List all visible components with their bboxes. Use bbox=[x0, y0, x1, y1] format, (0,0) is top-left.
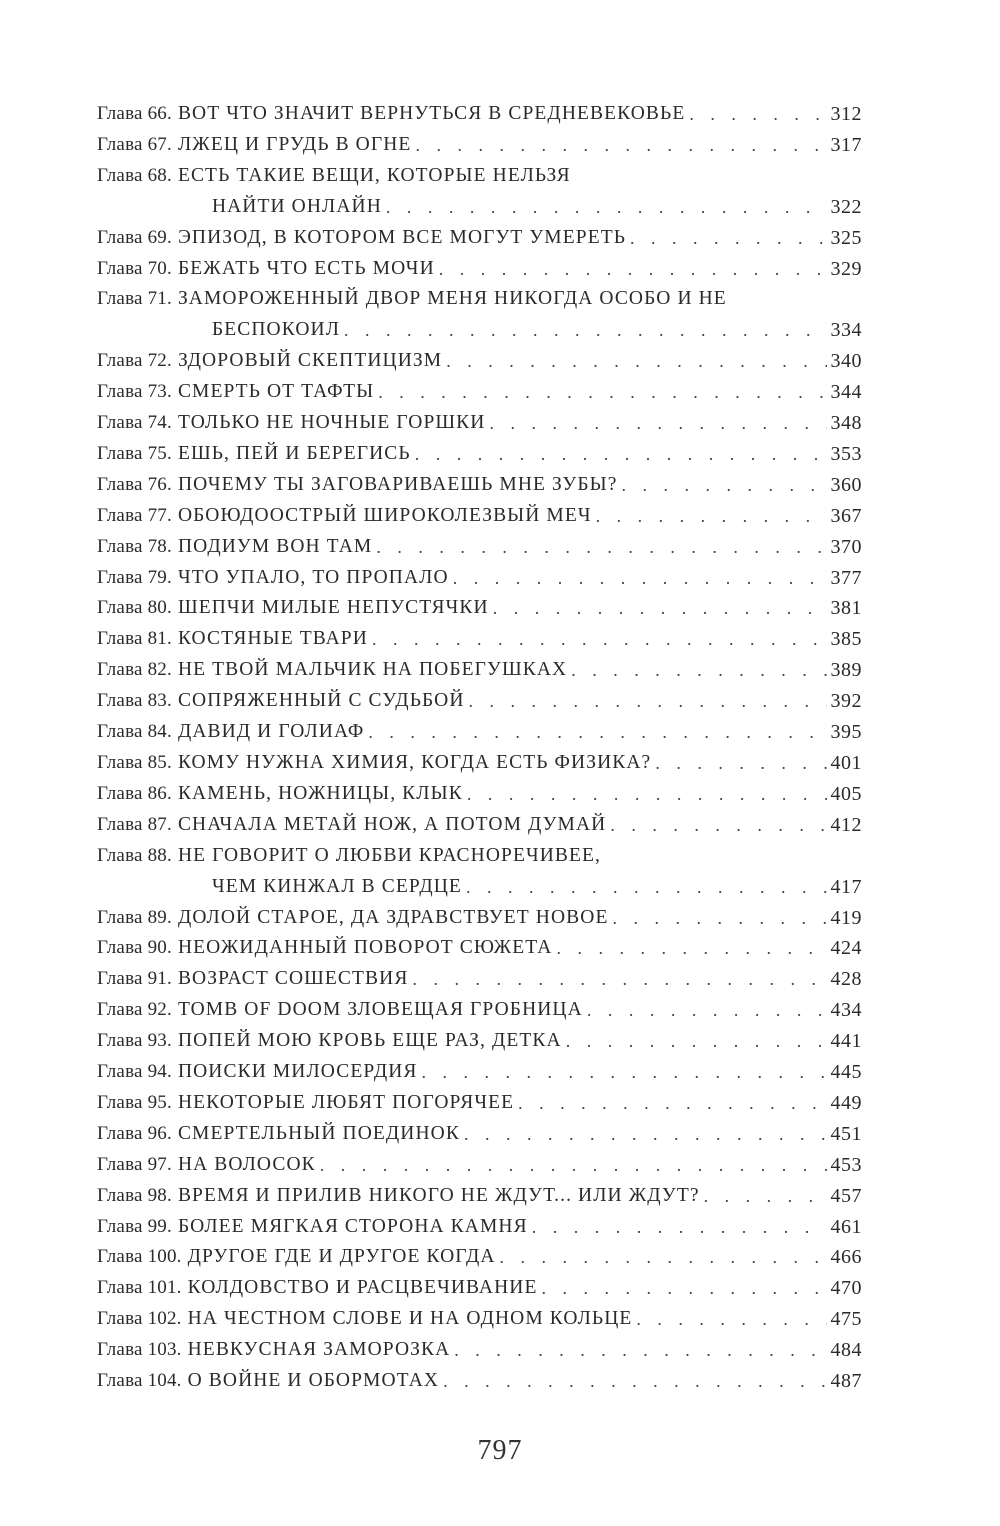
dot-leader bbox=[378, 377, 826, 408]
chapter-title-block bbox=[178, 254, 862, 285]
chapter-label: Глава 98. bbox=[97, 1184, 172, 1206]
toc-entry bbox=[97, 254, 862, 285]
chapter-label: Глава 85. bbox=[97, 752, 172, 773]
toc-entry bbox=[97, 161, 862, 223]
chapter-title-row bbox=[178, 470, 862, 501]
toc-entry bbox=[97, 717, 862, 748]
chapter-title: НАЙТИ ОНЛАЙН bbox=[211, 195, 382, 217]
chapter-title: СОПРЯЖЕННЫЙ С СУДЬБОЙ bbox=[177, 690, 465, 712]
chapter-page-number: 395 bbox=[830, 721, 862, 744]
dot-leader bbox=[571, 655, 826, 686]
chapter-title: БЕСПОКОИЛ bbox=[211, 319, 341, 341]
chapter-page-number: 334 bbox=[830, 319, 862, 342]
chapter-title-block bbox=[178, 501, 862, 532]
chapter-page-number: 445 bbox=[830, 1061, 862, 1084]
chapter-label: Глава 82. bbox=[97, 659, 172, 681]
chapter-page-number: 344 bbox=[830, 381, 862, 404]
chapter-title-row bbox=[178, 501, 862, 532]
dot-leader bbox=[518, 1088, 826, 1119]
chapter-title-row bbox=[178, 810, 862, 841]
chapter-page-number: 385 bbox=[830, 628, 862, 651]
chapter-title-row bbox=[178, 593, 862, 624]
dot-leader bbox=[376, 532, 826, 563]
chapter-label: Глава 95. bbox=[97, 1091, 172, 1113]
chapter-title-row bbox=[178, 346, 862, 377]
dot-leader bbox=[344, 315, 826, 346]
dot-leader bbox=[453, 563, 827, 594]
chapter-label: Глава 66. bbox=[97, 103, 172, 124]
chapter-title: ЧТО УПАЛО, ТО ПРОПАЛО bbox=[177, 566, 449, 588]
chapter-title-row bbox=[178, 563, 862, 594]
dot-leader bbox=[610, 810, 826, 841]
chapter-page-number: 434 bbox=[830, 999, 862, 1022]
chapter-title-row bbox=[178, 377, 862, 408]
chapter-title-row bbox=[188, 1242, 862, 1273]
chapter-page-number: 389 bbox=[830, 659, 862, 682]
chapter-label: Глава 93. bbox=[97, 1030, 172, 1052]
chapter-title-row bbox=[178, 995, 862, 1026]
chapter-title-row bbox=[178, 408, 862, 439]
toc-entry bbox=[97, 346, 862, 377]
toc-entry bbox=[97, 284, 862, 346]
chapter-title: НЕОЖИДАННЫЙ ПОВОРОТ СЮЖЕТА bbox=[177, 937, 553, 959]
chapter-title-row bbox=[212, 315, 862, 346]
chapter-title: ШЕПЧИ МИЛЫЕ НЕПУСТЯЧКИ bbox=[177, 597, 489, 619]
chapter-title: ВОТ ЧТО ЗНАЧИТ ВЕРНУТЬСЯ В СРЕДНЕВЕКОВЬЕ bbox=[177, 103, 686, 124]
chapter-title: ВРЕМЯ И ПРИЛИВ НИКОГО НЕ ЖДУТ... ИЛИ ЖДУТ? bbox=[177, 1184, 700, 1206]
chapter-title: КОМУ НУЖНА ХИМИЯ, КОГДА ЕСТЬ ФИЗИКА? bbox=[177, 752, 652, 773]
dot-leader bbox=[636, 1304, 826, 1335]
dot-leader bbox=[612, 903, 826, 934]
chapter-page-number: 441 bbox=[830, 1030, 862, 1053]
toc-entry bbox=[97, 1119, 862, 1150]
chapter-title-block bbox=[178, 284, 862, 346]
chapter-title-row bbox=[178, 933, 862, 964]
chapter-title-block bbox=[178, 1119, 862, 1150]
chapter-title-row bbox=[178, 655, 862, 686]
dot-leader bbox=[587, 995, 827, 1026]
chapter-title-row bbox=[178, 717, 862, 748]
chapter-title: НЕКОТОРЫЕ ЛЮБЯТ ПОГОРЯЧЕЕ bbox=[177, 1091, 515, 1113]
chapter-label: Глава 87. bbox=[97, 813, 172, 835]
chapter-title-block bbox=[178, 130, 862, 161]
chapter-title-row bbox=[188, 1366, 862, 1397]
chapter-title-block bbox=[178, 1026, 862, 1057]
toc-entry bbox=[97, 130, 862, 161]
chapter-title-row bbox=[212, 192, 862, 223]
toc-entry bbox=[97, 964, 862, 995]
chapter-title: НА ЧЕСТНОМ СЛОВЕ И НА ОДНОМ КОЛЬЦЕ bbox=[187, 1308, 633, 1330]
chapter-page-number: 487 bbox=[830, 1370, 862, 1393]
toc-entry bbox=[97, 1150, 862, 1181]
chapter-page-number: 457 bbox=[830, 1184, 862, 1207]
dot-leader bbox=[320, 1150, 827, 1181]
chapter-title-block bbox=[178, 810, 862, 841]
toc-entry bbox=[97, 223, 862, 254]
chapter-title-block bbox=[188, 1242, 862, 1273]
chapter-title-block bbox=[178, 470, 862, 501]
dot-leader bbox=[454, 1335, 826, 1366]
chapter-title: ДОЛОЙ СТАРОЕ, ДА ЗДРАВСТВУЕТ НОВОЕ bbox=[177, 906, 609, 928]
chapter-title-block bbox=[178, 408, 862, 439]
dot-leader bbox=[466, 872, 827, 903]
chapter-label: Глава 84. bbox=[97, 721, 172, 743]
chapter-title-block bbox=[178, 779, 862, 810]
dot-leader bbox=[422, 1057, 827, 1088]
chapter-page-number: 466 bbox=[830, 1246, 862, 1269]
chapter-title-block bbox=[178, 1212, 862, 1243]
chapter-label: Глава 99. bbox=[97, 1215, 172, 1237]
chapter-label: Глава 100. bbox=[97, 1246, 182, 1268]
chapter-label: Глава 83. bbox=[97, 690, 172, 712]
chapter-label: Глава 101. bbox=[97, 1277, 182, 1299]
chapter-title-block bbox=[178, 655, 862, 686]
chapter-page-number: 322 bbox=[830, 195, 862, 218]
chapter-title-row bbox=[178, 1119, 862, 1150]
chapter-label: Глава 71. bbox=[97, 288, 172, 310]
chapter-title-block bbox=[188, 1335, 862, 1366]
chapter-title: НЕВКУСНАЯ ЗАМОРОЗКА bbox=[187, 1339, 451, 1361]
chapter-page-number: 367 bbox=[830, 504, 862, 527]
toc-entry bbox=[97, 995, 862, 1026]
chapter-label: Глава 91. bbox=[97, 968, 172, 990]
chapter-title: ВОЗРАСТ СОШЕСТВИЯ bbox=[177, 968, 409, 990]
toc-entry bbox=[97, 1088, 862, 1119]
chapter-title-row bbox=[178, 439, 862, 470]
chapter-title-block bbox=[178, 532, 862, 563]
toc-entry bbox=[97, 593, 862, 624]
chapter-label: Глава 67. bbox=[97, 133, 172, 155]
chapter-title-block bbox=[178, 223, 862, 254]
toc-entry bbox=[97, 532, 862, 563]
chapter-page-number: 329 bbox=[830, 257, 862, 280]
chapter-label: Глава 74. bbox=[97, 412, 172, 434]
dot-leader bbox=[622, 470, 827, 501]
dot-leader bbox=[557, 933, 827, 964]
chapter-label: Глава 104. bbox=[97, 1370, 182, 1392]
dot-leader bbox=[446, 346, 826, 377]
toc-entry bbox=[97, 470, 862, 501]
chapter-label: Глава 90. bbox=[97, 937, 172, 959]
chapter-title-row bbox=[212, 872, 862, 903]
chapter-title-row bbox=[178, 624, 862, 655]
chapter-title: ОБОЮДООСТРЫЙ ШИРОКОЛЕЗВЫЙ МЕЧ bbox=[177, 504, 592, 526]
chapter-label: Глава 103. bbox=[97, 1339, 182, 1361]
chapter-page-number: 401 bbox=[830, 752, 862, 774]
chapter-page-number: 475 bbox=[830, 1308, 862, 1331]
chapter-page-number: 370 bbox=[830, 535, 862, 558]
chapter-page-number: 484 bbox=[830, 1339, 862, 1362]
chapter-title-line-1: ЗАМОРОЖЕННЫЙ ДВОР МЕНЯ НИКОГДА ОСОБО И НЕ bbox=[177, 288, 727, 310]
chapter-title-row bbox=[188, 1273, 862, 1304]
chapter-title-block bbox=[188, 1273, 862, 1304]
chapter-title-row bbox=[178, 686, 862, 717]
chapter-title-block bbox=[178, 1181, 862, 1212]
chapter-title-block bbox=[178, 593, 862, 624]
chapter-title: ЗДОРОВЫЙ СКЕПТИЦИЗМ bbox=[177, 350, 443, 372]
chapter-title: ЭПИЗОД, В КОТОРОМ ВСЕ МОГУТ УМЕРЕТЬ bbox=[177, 226, 627, 248]
dot-leader bbox=[493, 593, 827, 624]
chapter-title: СНАЧАЛА МЕТАЙ НОЖ, А ПОТОМ ДУМАЙ bbox=[177, 813, 607, 835]
chapter-title-block bbox=[178, 439, 862, 470]
dot-leader bbox=[630, 223, 826, 254]
chapter-title-block bbox=[178, 563, 862, 594]
chapter-title: ПОДИУМ ВОН ТАМ bbox=[177, 535, 373, 557]
chapter-title-row bbox=[178, 1212, 862, 1243]
chapter-label: Глава 79. bbox=[97, 566, 172, 588]
toc-entry bbox=[97, 841, 862, 903]
chapter-page-number: 461 bbox=[830, 1215, 862, 1238]
chapter-title: О ВОЙНЕ И ОБОРМОТАХ bbox=[187, 1370, 440, 1392]
chapter-page-number: 353 bbox=[830, 442, 862, 465]
toc-entry bbox=[97, 624, 862, 655]
chapter-title-block bbox=[178, 995, 862, 1026]
chapter-title-row bbox=[178, 964, 862, 995]
toc-entry bbox=[97, 1242, 862, 1273]
chapter-title: БЕЖАТЬ ЧТО ЕСТЬ МОЧИ bbox=[177, 257, 435, 279]
chapter-label: Глава 102. bbox=[97, 1308, 182, 1330]
chapter-page-number: 419 bbox=[830, 906, 862, 929]
dot-leader bbox=[596, 501, 827, 532]
chapter-title: ПОИСКИ МИЛОСЕРДИЯ bbox=[177, 1061, 418, 1083]
chapter-title: НА ВОЛОСОК bbox=[177, 1153, 316, 1175]
chapter-title: ЧЕМ КИНЖАЛ В СЕРДЦЕ bbox=[211, 875, 462, 897]
chapter-title-block bbox=[178, 1057, 862, 1088]
chapter-page-number: 360 bbox=[830, 473, 862, 496]
chapter-page-number: 377 bbox=[830, 566, 862, 589]
toc-entry bbox=[97, 1273, 862, 1304]
chapter-title-block bbox=[178, 686, 862, 717]
chapter-label: Глава 89. bbox=[97, 906, 172, 928]
dot-leader bbox=[500, 1242, 827, 1273]
chapter-title-block bbox=[178, 99, 862, 130]
chapter-title-row bbox=[178, 1150, 862, 1181]
toc-entry bbox=[97, 686, 862, 717]
dot-leader bbox=[704, 1181, 827, 1212]
dot-leader bbox=[467, 779, 827, 810]
chapter-title-block bbox=[188, 1366, 862, 1397]
dot-leader bbox=[532, 1212, 827, 1243]
chapter-label: Глава 73. bbox=[97, 381, 172, 403]
dot-leader bbox=[439, 254, 827, 285]
chapter-title-block bbox=[178, 1150, 862, 1181]
chapter-page-number: 392 bbox=[830, 690, 862, 713]
page-number-folio: 797 bbox=[477, 1435, 523, 1466]
chapter-page-number: 453 bbox=[830, 1153, 862, 1176]
dot-leader bbox=[386, 192, 827, 223]
chapter-title: КОЛДОВСТВО И РАСЦВЕЧИВАНИЕ bbox=[187, 1277, 538, 1299]
chapter-title: ЛЖЕЦ И ГРУДЬ В ОГНЕ bbox=[177, 133, 412, 155]
chapter-title: СМЕРТЕЛЬНЫЙ ПОЕДИНОК bbox=[177, 1122, 460, 1144]
chapter-title-row bbox=[178, 532, 862, 563]
chapter-title-row bbox=[178, 130, 862, 161]
toc-entry bbox=[97, 1026, 862, 1057]
chapter-title-block bbox=[178, 933, 862, 964]
chapter-label: Глава 97. bbox=[97, 1153, 172, 1175]
toc-entry bbox=[97, 1304, 862, 1335]
toc-entry bbox=[97, 1057, 862, 1088]
dot-leader bbox=[489, 408, 826, 439]
chapter-title-row bbox=[178, 223, 862, 254]
chapter-title-block bbox=[178, 346, 862, 377]
chapter-label: Глава 68. bbox=[97, 164, 172, 186]
chapter-page-number: 451 bbox=[830, 1122, 862, 1145]
chapter-label: Глава 81. bbox=[97, 628, 172, 650]
toc-entry bbox=[97, 655, 862, 686]
dot-leader bbox=[368, 717, 826, 748]
chapter-title: БОЛЕЕ МЯГКАЯ СТОРОНА КАМНЯ bbox=[177, 1215, 528, 1237]
chapter-title: ЕШЬ, ПЕЙ И БЕРЕГИСЬ bbox=[177, 442, 411, 464]
dot-leader bbox=[443, 1366, 826, 1397]
chapter-label: Глава 76. bbox=[97, 473, 172, 495]
chapter-title: ДАВИД И ГОЛИАФ bbox=[177, 721, 365, 743]
toc-entry bbox=[97, 99, 862, 130]
chapter-label: Глава 72. bbox=[97, 350, 172, 372]
chapter-title-row bbox=[178, 748, 862, 779]
toc-entry bbox=[97, 377, 862, 408]
dot-leader bbox=[469, 686, 827, 717]
chapter-page-number: 449 bbox=[830, 1091, 862, 1114]
chapter-title-row bbox=[178, 99, 862, 130]
chapter-page-number: 381 bbox=[830, 597, 862, 620]
chapter-page-number: 412 bbox=[830, 813, 862, 836]
chapter-title-block bbox=[178, 161, 862, 223]
chapter-title-block bbox=[178, 748, 862, 779]
chapter-label: Глава 88. bbox=[97, 844, 172, 866]
dot-leader bbox=[655, 748, 826, 779]
chapter-title-row bbox=[178, 1181, 862, 1212]
chapter-page-number: 405 bbox=[830, 782, 862, 805]
dot-leader bbox=[541, 1273, 826, 1304]
chapter-title-line-1: НЕ ГОВОРИТ О ЛЮБВИ КРАСНОРЕЧИВЕЕ, bbox=[177, 844, 602, 866]
chapter-title-block bbox=[178, 903, 862, 934]
chapter-page-number: 417 bbox=[830, 875, 862, 898]
chapter-label: Глава 75. bbox=[97, 442, 172, 464]
chapter-page-number: 470 bbox=[830, 1277, 862, 1300]
dot-leader bbox=[415, 439, 827, 470]
chapter-title-row bbox=[178, 903, 862, 934]
dot-leader bbox=[415, 130, 826, 161]
toc-entry bbox=[97, 903, 862, 934]
chapter-title-row bbox=[178, 1057, 862, 1088]
chapter-title: КАМЕНЬ, НОЖНИЦЫ, КЛЫК bbox=[177, 782, 463, 804]
toc-entry bbox=[97, 779, 862, 810]
chapter-title-block bbox=[178, 377, 862, 408]
chapter-title-block bbox=[178, 841, 862, 903]
toc-entry bbox=[97, 810, 862, 841]
toc-entry bbox=[97, 408, 862, 439]
chapter-label: Глава 80. bbox=[97, 597, 172, 619]
chapter-title: ДРУГОЕ ГДЕ И ДРУГОЕ КОГДА bbox=[187, 1246, 496, 1268]
chapter-title-block bbox=[178, 624, 862, 655]
chapter-title-block bbox=[188, 1304, 862, 1335]
chapter-page-number: 325 bbox=[830, 226, 862, 249]
chapter-label: Глава 69. bbox=[97, 226, 172, 248]
chapter-page-number: 312 bbox=[830, 103, 862, 125]
chapter-title-line-1: ЕСТЬ ТАКИЕ ВЕЩИ, КОТОРЫЕ НЕЛЬЗЯ bbox=[177, 164, 571, 186]
chapter-title: ТОЛЬКО НЕ НОЧНЫЕ ГОРШКИ bbox=[177, 412, 486, 434]
chapter-label: Глава 94. bbox=[97, 1061, 172, 1083]
chapter-title-row bbox=[188, 1335, 862, 1366]
toc-entry bbox=[97, 1181, 862, 1212]
dot-leader bbox=[689, 99, 826, 130]
toc-entry bbox=[97, 748, 862, 779]
chapter-title: НЕ ТВОЙ МАЛЬЧИК НА ПОБЕГУШКАХ bbox=[177, 659, 568, 681]
dot-leader bbox=[464, 1119, 827, 1150]
chapter-label: Глава 70. bbox=[97, 257, 172, 279]
chapter-label: Глава 77. bbox=[97, 504, 172, 526]
chapter-label: Глава 96. bbox=[97, 1122, 172, 1144]
chapter-title-block bbox=[178, 1088, 862, 1119]
toc-entry bbox=[97, 1335, 862, 1366]
chapter-title: ПОЧЕМУ ТЫ ЗАГОВАРИВАЕШЬ МНЕ ЗУБЫ? bbox=[177, 473, 618, 495]
chapter-title-row bbox=[178, 254, 862, 285]
chapter-title-row bbox=[178, 1088, 862, 1119]
chapter-page-number: 340 bbox=[830, 350, 862, 373]
chapter-title-row bbox=[178, 779, 862, 810]
chapter-title-block bbox=[178, 717, 862, 748]
chapter-title-block bbox=[178, 964, 862, 995]
toc-entry bbox=[97, 1212, 862, 1243]
toc-entry bbox=[97, 439, 862, 470]
chapter-label: Глава 86. bbox=[97, 782, 172, 804]
chapter-page-number: 317 bbox=[830, 133, 862, 156]
chapter-title: TOMB OF DOOM ЗЛОВЕЩАЯ ГРОБНИЦА bbox=[177, 999, 583, 1021]
dot-leader bbox=[566, 1026, 827, 1057]
chapter-label: Глава 92. bbox=[97, 999, 172, 1021]
toc-entry bbox=[97, 563, 862, 594]
chapter-title: СМЕРТЬ ОТ ТАФТЫ bbox=[177, 381, 375, 403]
toc-entry bbox=[97, 933, 862, 964]
dot-leader bbox=[412, 964, 826, 995]
chapter-title-row bbox=[188, 1304, 862, 1335]
chapter-label: Глава 78. bbox=[97, 535, 172, 557]
chapter-page-number: 424 bbox=[830, 937, 862, 960]
chapter-title: ПОПЕЙ МОЮ КРОВЬ ЕЩЕ РАЗ, ДЕТКА bbox=[177, 1030, 562, 1052]
chapter-page-number: 348 bbox=[830, 412, 862, 435]
toc-entry bbox=[97, 501, 862, 532]
chapter-title: КОСТЯНЫЕ ТВАРИ bbox=[177, 628, 368, 650]
table-of-contents bbox=[97, 99, 862, 1397]
chapter-page-number: 428 bbox=[830, 968, 862, 991]
toc-entry bbox=[97, 1366, 862, 1397]
chapter-title-row bbox=[178, 1026, 862, 1057]
dot-leader bbox=[372, 624, 827, 655]
